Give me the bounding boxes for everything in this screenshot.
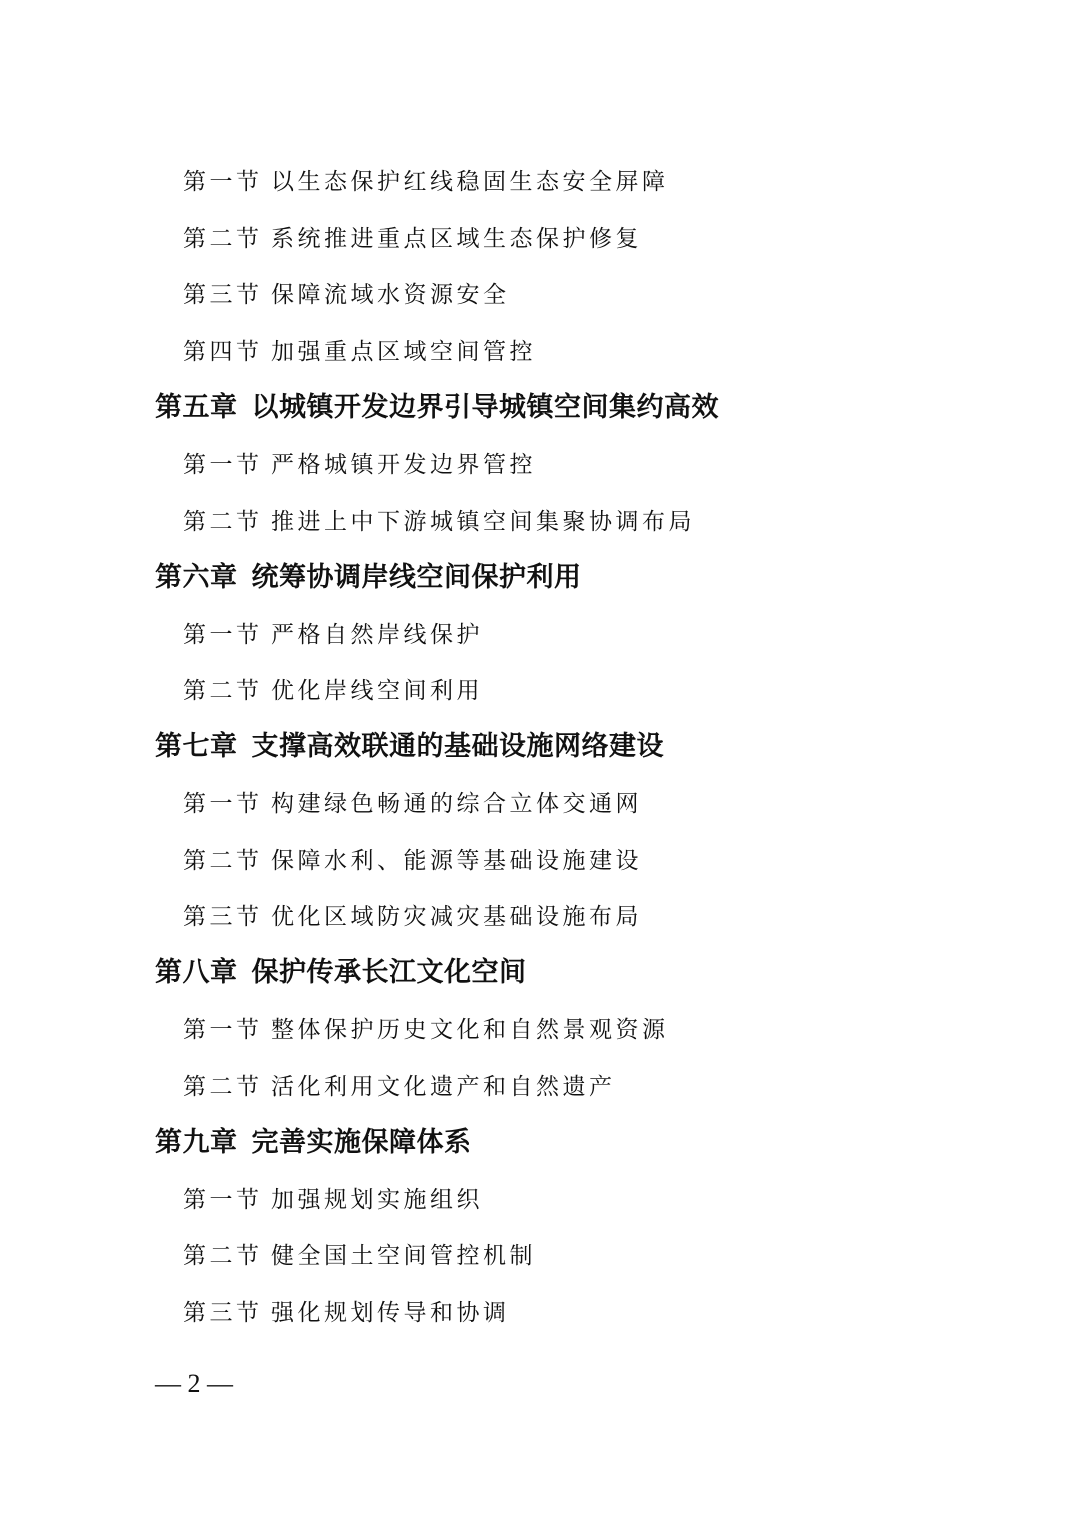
toc-section-entry <box>183 1076 616 1099</box>
toc-chapter-heading <box>155 394 719 421</box>
chapter-number: 第九章 <box>155 1127 238 1158</box>
toc-section-entry <box>183 1245 536 1268</box>
section-title: 加强重点区域空间管控 <box>271 339 536 365</box>
toc-section-entry <box>183 1189 483 1212</box>
section-title: 优化岸线空间利用 <box>271 678 483 704</box>
chapter-number: 第八章 <box>155 957 238 988</box>
chapter-number: 第七章 <box>155 731 238 762</box>
section-number: 第二节 <box>183 678 263 704</box>
chapter-number: 第六章 <box>155 562 238 593</box>
toc-section-entry <box>183 624 483 647</box>
toc-section-entry <box>183 793 642 816</box>
toc-section-entry <box>183 228 642 251</box>
toc-chapter-heading <box>155 959 527 986</box>
page-number: — 2 — <box>155 1369 233 1398</box>
toc-section-entry <box>183 341 536 364</box>
chapter-title: 以城镇开发边界引导城镇空间集约高效 <box>251 392 719 423</box>
section-title: 优化区域防灾减灾基础设施布局 <box>271 904 642 930</box>
chapter-title: 完善实施保障体系 <box>251 1127 472 1158</box>
section-number: 第三节 <box>183 904 263 930</box>
section-title: 活化利用文化遗产和自然遗产 <box>271 1074 616 1100</box>
toc-section-entry <box>183 171 669 194</box>
section-number: 第二节 <box>183 509 263 535</box>
toc-chapter-heading <box>155 1129 472 1156</box>
toc-section-entry <box>183 850 642 873</box>
section-number: 第一节 <box>183 169 263 195</box>
chapter-title: 保护传承长江文化空间 <box>251 957 527 988</box>
section-number: 第三节 <box>183 1300 263 1326</box>
section-number: 第一节 <box>183 1187 263 1213</box>
section-title: 构建绿色畅通的综合立体交通网 <box>271 791 642 817</box>
section-title: 严格自然岸线保护 <box>271 622 483 648</box>
section-title: 保障流域水资源安全 <box>271 282 510 308</box>
section-number: 第一节 <box>183 791 263 817</box>
chapter-title: 统筹协调岸线空间保护利用 <box>251 562 582 593</box>
section-title: 系统推进重点区域生态保护修复 <box>271 226 642 252</box>
section-title: 推进上中下游城镇空间集聚协调布局 <box>271 509 695 535</box>
toc-section-entry <box>183 454 536 477</box>
section-number: 第二节 <box>183 1243 263 1269</box>
section-title: 健全国土空间管控机制 <box>271 1243 536 1269</box>
toc-section-entry <box>183 511 695 534</box>
section-number: 第二节 <box>183 1074 263 1100</box>
section-number: 第三节 <box>183 282 263 308</box>
section-number: 第二节 <box>183 848 263 874</box>
section-title: 保障水利、能源等基础设施建设 <box>271 848 642 874</box>
section-title: 整体保护历史文化和自然景观资源 <box>271 1017 669 1043</box>
toc-chapter-heading <box>155 733 664 760</box>
toc-section-entry <box>183 906 642 929</box>
toc-section-entry <box>183 284 510 307</box>
section-title: 以生态保护红线稳固生态安全屏障 <box>271 169 669 195</box>
section-number: 第二节 <box>183 226 263 252</box>
section-number: 第一节 <box>183 452 263 478</box>
section-title: 严格城镇开发边界管控 <box>271 452 536 478</box>
chapter-title: 支撑高效联通的基础设施网络建设 <box>251 731 664 762</box>
toc-chapter-heading <box>155 564 582 591</box>
chapter-number: 第五章 <box>155 392 238 423</box>
section-number: 第一节 <box>183 1017 263 1043</box>
toc-section-entry <box>183 680 483 703</box>
toc-section-entry <box>183 1302 510 1325</box>
section-number: 第四节 <box>183 339 263 365</box>
section-title: 加强规划实施组织 <box>271 1187 483 1213</box>
toc-section-entry <box>183 1019 669 1042</box>
section-number: 第一节 <box>183 622 263 648</box>
section-title: 强化规划传导和协调 <box>271 1300 510 1326</box>
